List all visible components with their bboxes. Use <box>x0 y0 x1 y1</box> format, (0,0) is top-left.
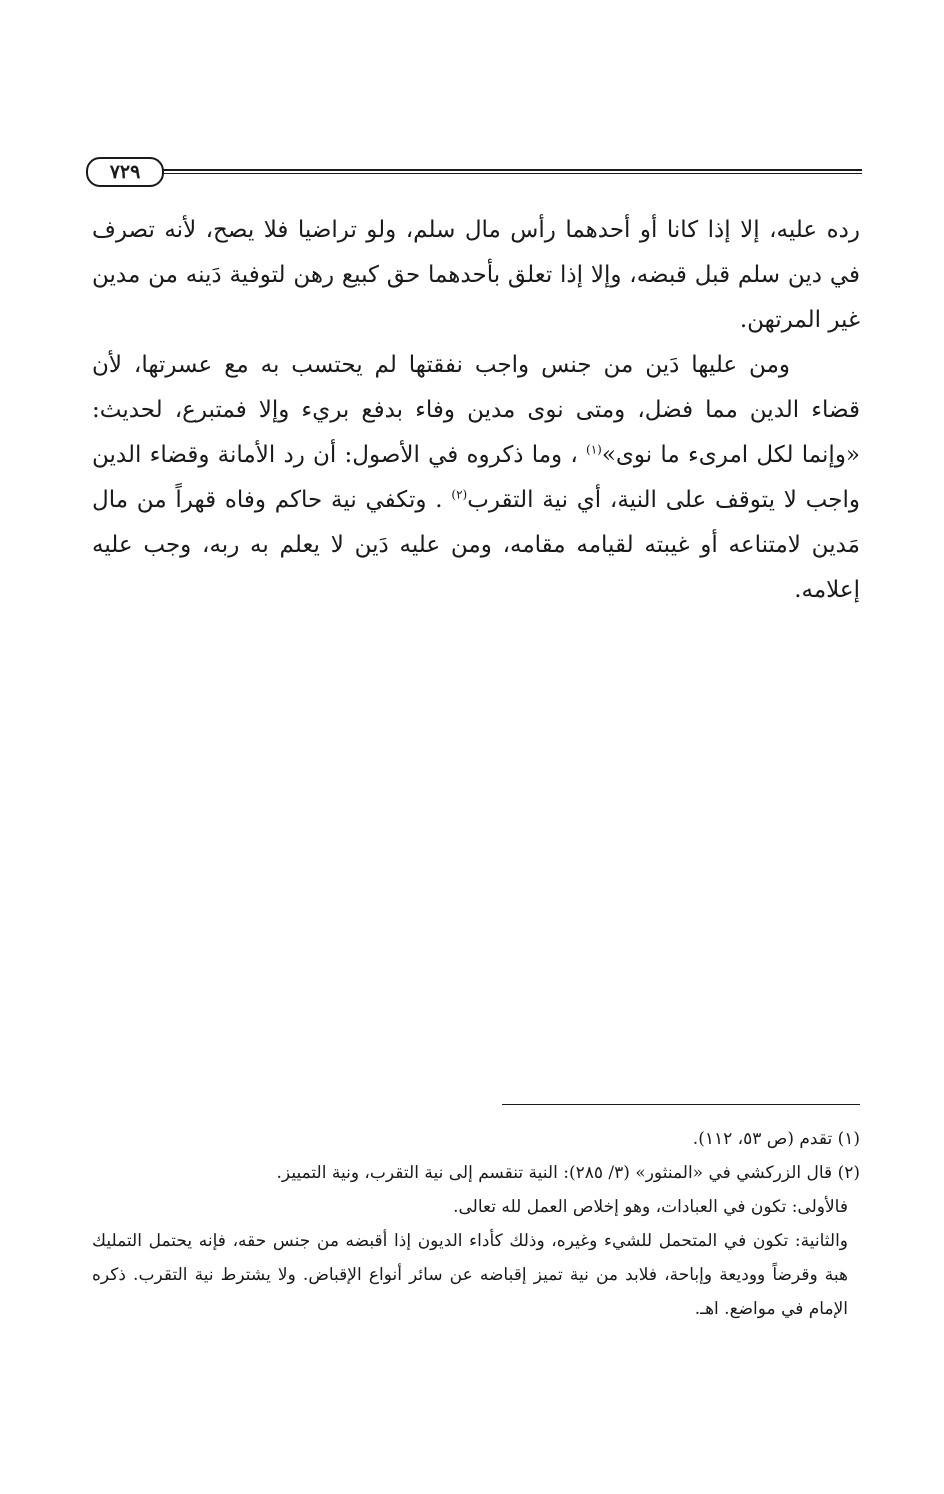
footnote-divider <box>502 1104 860 1105</box>
paragraph <box>92 343 860 613</box>
footnote-reference[interactable]: (١) <box>586 442 602 457</box>
footnote-2: (٢) قال الزركشي في «المنثور» (٣/ ٢٨٥): النية تنقسم إلى نية التقرب، ونية التمييز. <box>276 1163 860 1183</box>
footnote-1: (١) تقدم (ص ٥٣، ١١٢). <box>692 1129 860 1149</box>
page-header <box>86 157 862 187</box>
paragraph-text: ، وما ذكروه في الأصول: أن رد الأمانة وقضاء الدين واجب لا يتوقف على النية، أي نية التقرب <box>92 442 860 513</box>
paragraph-text: ومن عليها دَين من جنس واجب نفقتها لم يحتسب به مع عسرتها، لأن قضاء الدين مما فضل، ومتى نوى مدين وفاء بدفع بريء وإلا فمتبرع، لحديث: «وإنما لكل امرىء ما نوى» <box>92 352 860 468</box>
footnote-2-continued: فالأولى: تكون في العبادات، وهو إخلاص العمل لله تعالى. <box>453 1197 848 1217</box>
main-text <box>92 208 860 613</box>
footnotes <box>92 1122 860 1326</box>
footnote-reference[interactable]: (٢) <box>451 487 468 502</box>
page-number: ٧٢٩ <box>86 157 164 187</box>
footnote-2-continued: والثانية: تكون في المتحمل للشيء وغيره، وذلك كأداء الديون إذا أقبضه من جنس حقه، فإنه يحتمل التمليك هبة وقرضاً ووديعة وإباحة، فلابد من نية تميز إقباضه عن سائر أنواع الإقباض. ولا يشترط نية التقرب. ذكره الإمام في مواضع. اهـ. <box>92 1231 848 1319</box>
header-rule <box>160 169 862 174</box>
paragraph: رده عليه، إلا إذا كانا أو أحدهما رأس مال سلم، ولو تراضيا فلا يصح، لأنه تصرف في دين سلم قبل قبضه، وإلا إذا تعلق بأحدهما حق كبيع رهن لتوفية دَينه من مدين غير المرتهن. <box>92 217 860 333</box>
paragraph-text: . وتكفي نية حاكم وفاه قهراً من مال مَدين لامتناعه أو غيبته لقيامه مقامه، ومن عليه دَين لا يعلم به ربه، وجب عليه إعلامه. <box>92 487 860 603</box>
